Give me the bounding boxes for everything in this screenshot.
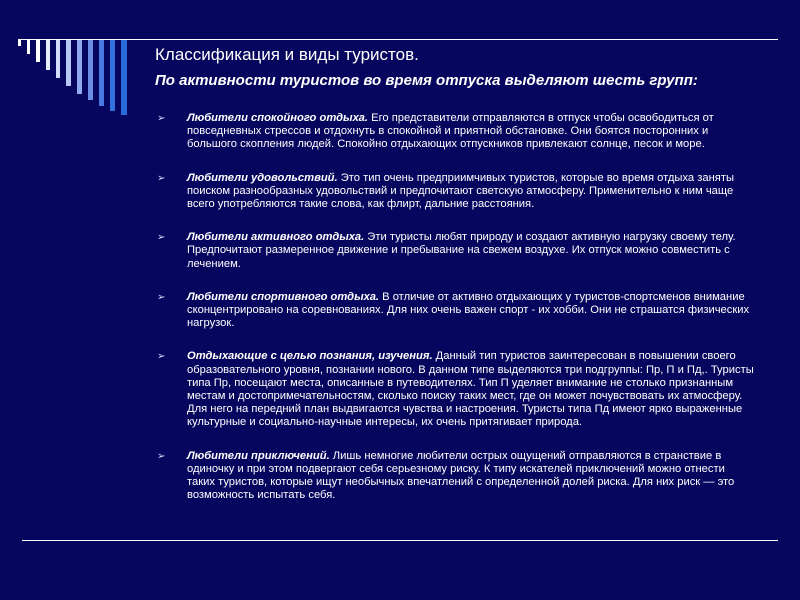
item-text: Лишь немногие любители острых ощущений отправляются в странствие в одиночку и при этом подвергают себя серьезному риску. К типу искателей приключений можно отнести таких туристов, которые ищут необычных впечатлений с определенной долей риска. Для них риск — это возможность испытать себя. bbox=[187, 449, 735, 502]
chevron-right-icon: ➢ bbox=[157, 351, 166, 363]
list-item bbox=[155, 350, 755, 429]
list-item bbox=[155, 172, 755, 212]
item-text: Его представители отправляются в отпуск чтобы освободиться от повседневных стрессов и отдохнуть в спокойной и приятной обстановке. Они боятся посторонних и большого скопления людей. Спокойно отдыхающих отпускников привлекают солнце, песок и море. bbox=[187, 112, 714, 151]
item-text: В отличие от активно отдыхающих у туристов-спортсменов внимание сконцентрировано на соревнованиях. Для них очень важен спорт - их хобби. Они не страшатся физических нагрузок. bbox=[187, 290, 750, 330]
tourist-types-list bbox=[155, 112, 755, 502]
chevron-right-icon: ➢ bbox=[157, 172, 166, 184]
chevron-right-icon: ➢ bbox=[157, 113, 166, 124]
item-lead: Любители активного отдыха. bbox=[187, 231, 365, 244]
list-item bbox=[155, 450, 755, 503]
chevron-right-icon: ➢ bbox=[157, 232, 166, 244]
list-item bbox=[155, 112, 755, 152]
list-item bbox=[155, 231, 755, 271]
item-text: Данный тип туристов заинтересован в повышении своего образовательного уровня, познании нового. В данном типе выделяются три подгруппы: Пр, П и Пд,. Туристы типа Пр, посещают места, описанные в путеводителях. Тип П уделяет внимание не столько признанным местам и достопримечательностям, сколько поиску таких мест, где он может почувствовать их атмосферу. Для него на передний план выдвигаются чувства и настроения. Туристы типа Пд имеют ярко выраженные культурные и социально-научные интересы, их очень притягивает природа. bbox=[187, 350, 754, 429]
chevron-right-icon: ➢ bbox=[157, 291, 166, 303]
list-item bbox=[155, 291, 755, 331]
item-lead: Отдыхающие с целью познания, изучения. bbox=[187, 350, 433, 363]
chevron-right-icon: ➢ bbox=[157, 450, 166, 462]
bottom-divider-line bbox=[22, 540, 778, 541]
decorative-stripes bbox=[18, 40, 133, 115]
item-lead: Любители удовольствий. bbox=[187, 171, 338, 184]
item-lead: Любители спортивного отдыха. bbox=[187, 290, 380, 303]
item-text: Это тип очень предприимчивых туристов, которые во время отдыха заняты поиском разнообразных удовольствий и предпочитают светскую атмосферу. Применительно к ним чаще всего употребляются такие слова, как флирт, дальние расстояния. bbox=[187, 171, 735, 211]
item-lead: Любители спокойного отдыха. bbox=[187, 112, 368, 124]
item-lead: Любители приключений. bbox=[187, 449, 330, 462]
item-text: Эти туристы любят природу и создают активную нагрузку своему телу. Предпочитают размеренное движение и пребывание на свежем воздухе. Их отпуск можно совместить с лечением. bbox=[187, 231, 736, 270]
slide-subtitle: По активности туристов во время отпуска выделяют шесть групп: bbox=[155, 72, 698, 89]
slide-title: Классификация и виды туристов. bbox=[155, 45, 419, 64]
